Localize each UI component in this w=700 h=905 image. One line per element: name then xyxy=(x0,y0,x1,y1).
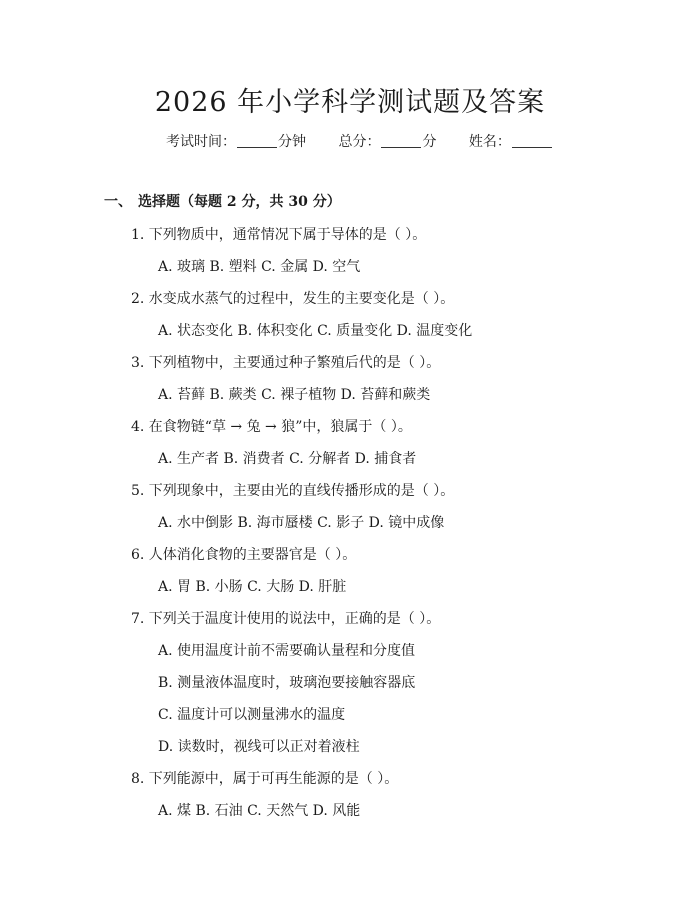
question-7-option-a: A. 使用温度计前不需要确认量程和分度值 xyxy=(158,643,416,659)
question-3: 3. 下列植物中，主要通过种子繁殖后代的是（ ）。 xyxy=(131,355,441,371)
question-6-options: A. 胃 B. 小肠 C. 大肠 D. 肝脏 xyxy=(158,579,347,595)
question-2: 2. 水变成水蒸气的过程中，发生的主要变化是（ ）。 xyxy=(131,291,455,307)
student-name-field xyxy=(469,131,553,151)
total-score-unit: 分 xyxy=(422,134,437,150)
question-3-options: A. 苔藓 B. 蕨类 C. 裸子植物 D. 苔藓和蕨类 xyxy=(158,387,431,403)
exam-time-blank xyxy=(237,133,277,148)
page-title: 2026 年小学科学测试题及答案 xyxy=(154,87,546,118)
student-name-blank xyxy=(512,133,552,148)
section-heading xyxy=(104,191,341,211)
question-7: 7. 下列关于温度计使用的说法中，正确的是（ ）。 xyxy=(131,611,441,627)
question-1-options: A. 玻璃 B. 塑料 C. 金属 D. 空气 xyxy=(158,259,361,275)
question-5-options: A. 水中倒影 B. 海市蜃楼 C. 影子 D. 镜中成像 xyxy=(158,515,445,531)
question-5: 5. 下列现象中，主要由光的直线传播形成的是（ ）。 xyxy=(131,483,455,499)
question-4: 4. 在食物链“草 → 兔 → 狼”中，狼属于（ ）。 xyxy=(131,419,412,435)
question-2-options: A. 状态变化 B. 体积变化 C. 质量变化 D. 温度变化 xyxy=(158,323,473,339)
exam-time-label: 考试时间： xyxy=(166,134,236,150)
exam-info-line xyxy=(166,131,581,151)
section-number: 一、 xyxy=(104,194,132,210)
total-score-blank xyxy=(381,133,421,148)
total-score-label: 总分： xyxy=(338,134,381,150)
exam-time-field xyxy=(166,131,306,151)
exam-time-unit: 分钟 xyxy=(278,134,306,150)
question-7-option-d: D. 读数时，视线可以正对着液柱 xyxy=(158,739,360,755)
question-7-option-c: C. 温度计可以测量沸水的温度 xyxy=(158,707,346,723)
student-name-label: 姓名： xyxy=(468,134,511,150)
section-title: 选择题（每题 2 分，共 30 分） xyxy=(138,194,341,210)
question-8-options: A. 煤 B. 石油 C. 天然气 D. 风能 xyxy=(158,803,361,819)
question-4-options: A. 生产者 B. 消费者 C. 分解者 D. 捕食者 xyxy=(158,451,417,467)
question-8: 8. 下列能源中，属于可再生能源的是（ ）。 xyxy=(131,771,399,787)
question-7-option-b: B. 测量液体温度时，玻璃泡要接触容器底 xyxy=(158,675,416,691)
question-6: 6. 人体消化食物的主要器官是（ ）。 xyxy=(131,547,357,563)
total-score-field xyxy=(338,131,436,151)
question-1: 1. 下列物质中，通常情况下属于导体的是（ ）。 xyxy=(131,227,427,243)
